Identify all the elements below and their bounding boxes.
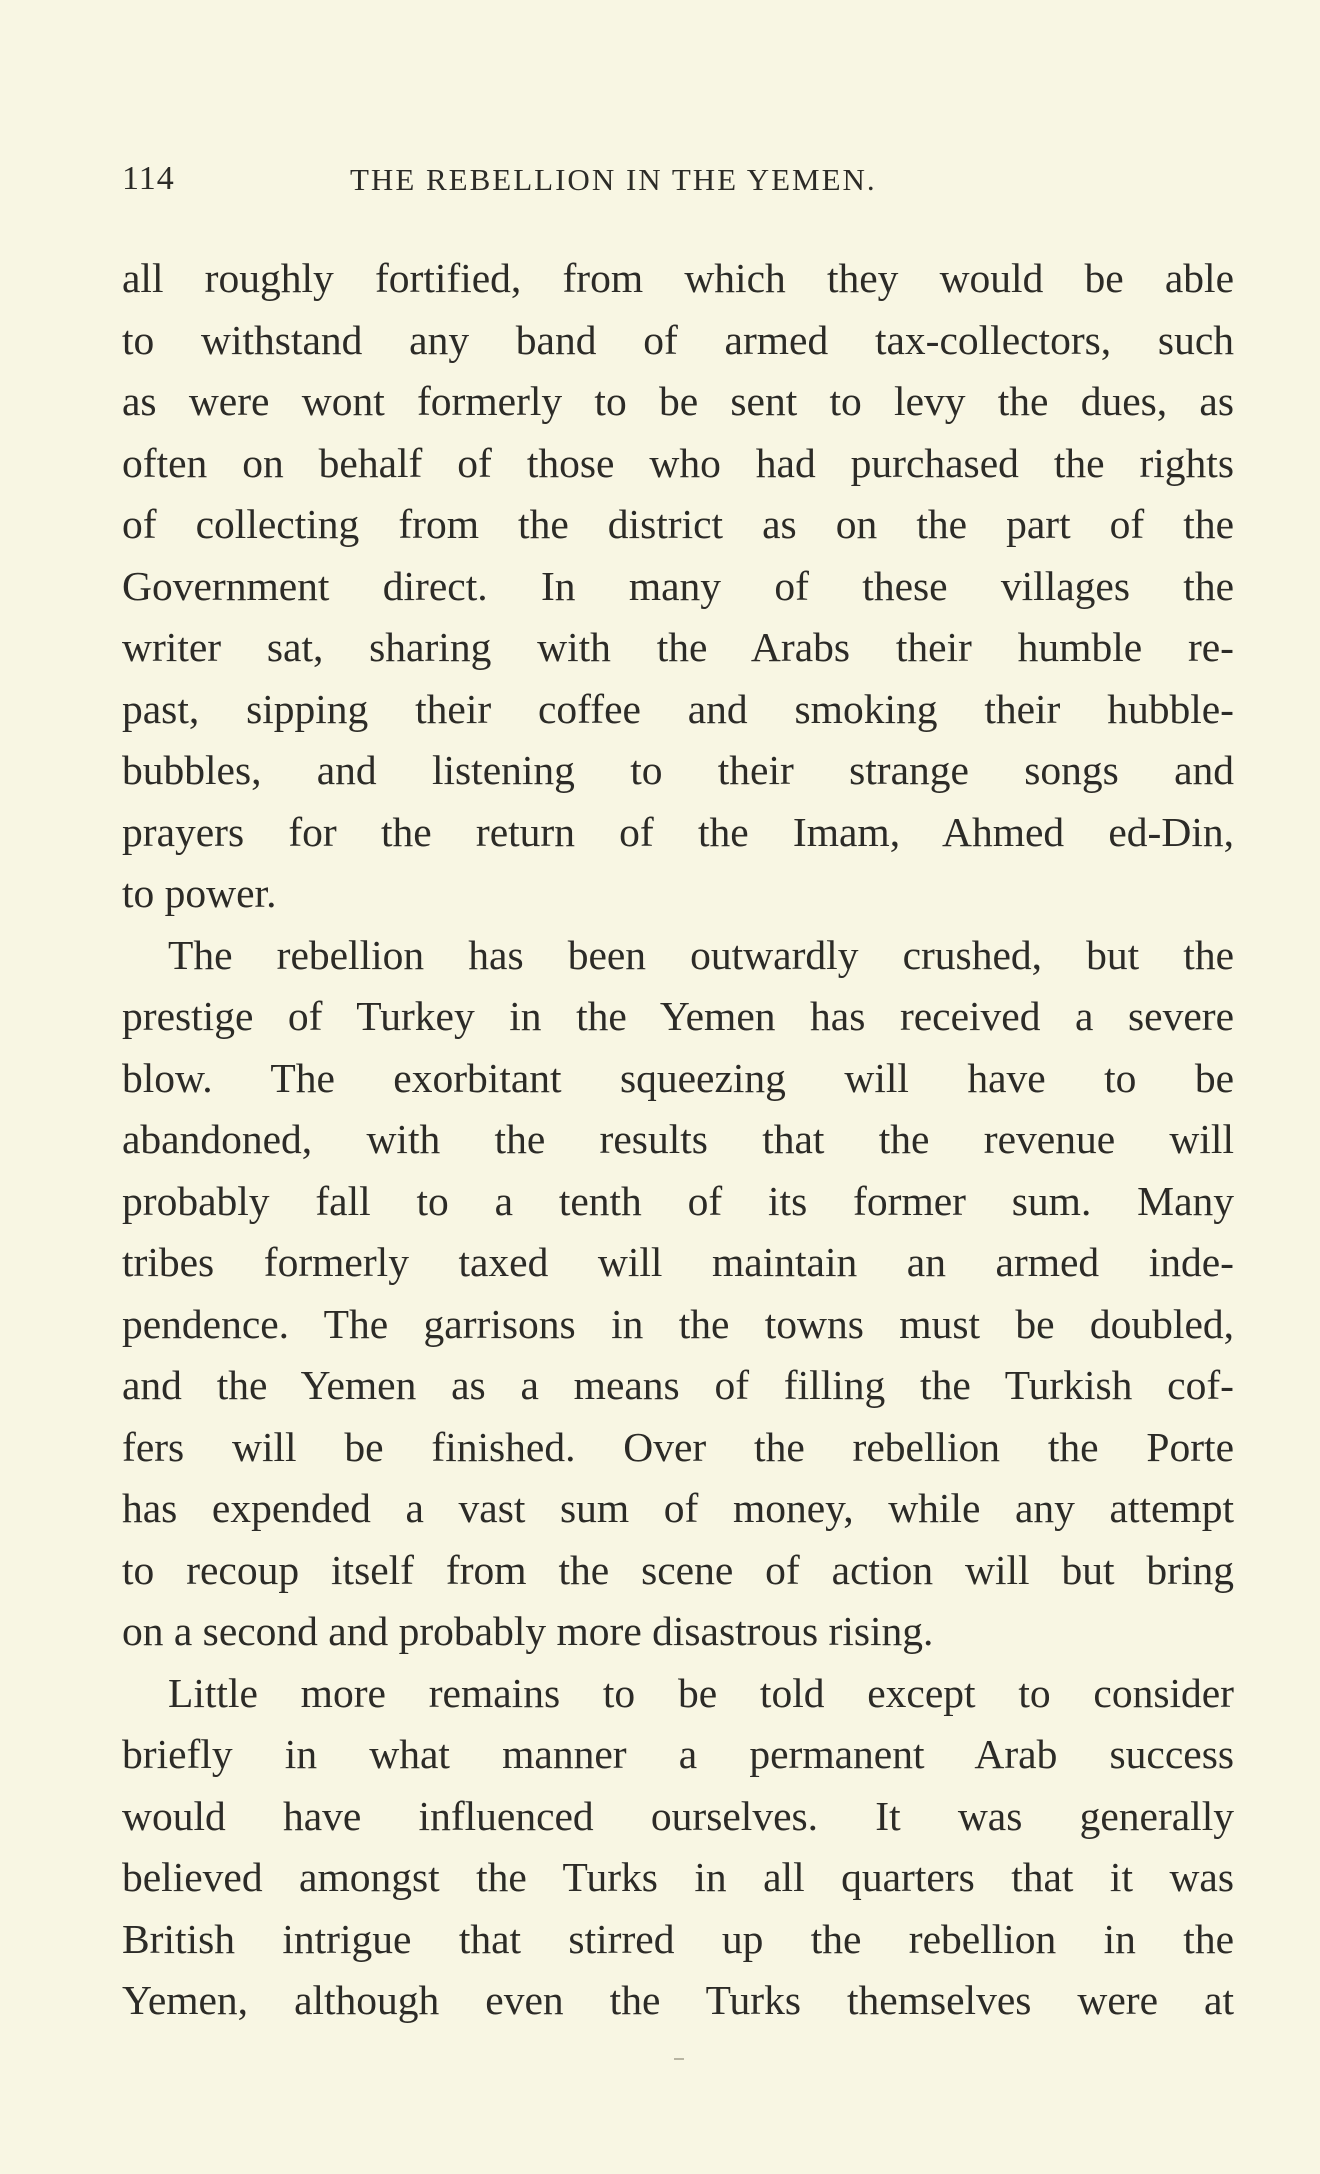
text-line: British intrigue that stirred up the rebellion in the [122, 1915, 1234, 1962]
text-line: briefly in what manner a permanent Arab success [122, 1731, 1234, 1777]
text-line: all roughly fortified, from which they would be able [122, 255, 1234, 301]
text-line: of collecting from the district as on the part of the [122, 501, 1234, 547]
paragraph-2 [122, 925, 1234, 1663]
text-line: The rebellion has been outwardly crushed, but the [168, 931, 1234, 978]
text-line: prayers for the return of the Imam, Ahmed ed-Din, [122, 808, 1234, 855]
text-line: often on behalf of those who had purchased the rights [122, 439, 1234, 486]
body-text [122, 248, 1234, 2032]
running-title: THE REBELLION IN THE YEMEN. [350, 162, 877, 197]
text-line: would have influenced ourselves. It was generally [122, 1792, 1234, 1839]
text-line: believed amongst the Turks in all quarters that it was [122, 1854, 1234, 1900]
text-line: as were wont formerly to be sent to levy the dues, as [122, 378, 1234, 424]
text-line: has expended a vast sum of money, while any attempt [122, 1485, 1234, 1531]
text-line: to recoup itself from the scene of action will but bring [122, 1546, 1234, 1593]
page-number: 114 [122, 160, 175, 197]
text-line: writer sat, sharing with the Arabs their humble re- [122, 624, 1234, 670]
text-line: prestige of Turkey in the Yemen has received a severe [122, 993, 1234, 1039]
text-line: probably fall to a tenth of its former sum. Many [122, 1177, 1234, 1224]
text-line: on a second and probably more disastrous rising. [122, 1608, 934, 1654]
text-line: blow. The exorbitant squeezing will have to be [122, 1054, 1234, 1101]
running-header [122, 160, 1234, 210]
paragraph-1 [122, 248, 1234, 925]
text-line: Yemen, although even the Turks themselves were at [122, 1977, 1234, 2023]
printer-mark [674, 2058, 684, 2060]
text-line: abandoned, with the results that the revenue will [122, 1116, 1234, 1162]
text-line: to withstand any band of armed tax-collectors, such [122, 316, 1234, 363]
text-line: and the Yemen as a means of filling the Turkish cof- [122, 1362, 1234, 1408]
text-line: Little more remains to be told except to consider [168, 1669, 1234, 1716]
text-line: past, sipping their coffee and smoking their hubble- [122, 685, 1234, 732]
paragraph-3 [122, 1663, 1234, 2032]
text-line: pendence. The garrisons in the towns must be doubled, [122, 1300, 1234, 1347]
text-line: fers will be finished. Over the rebellion the Porte [122, 1423, 1234, 1470]
text-line: tribes formerly taxed will maintain an armed inde- [122, 1239, 1234, 1285]
text-line: to power. [122, 870, 277, 916]
text-line: Government direct. In many of these villages the [122, 562, 1234, 609]
text-line: bubbles, and listening to their strange songs and [122, 747, 1234, 793]
